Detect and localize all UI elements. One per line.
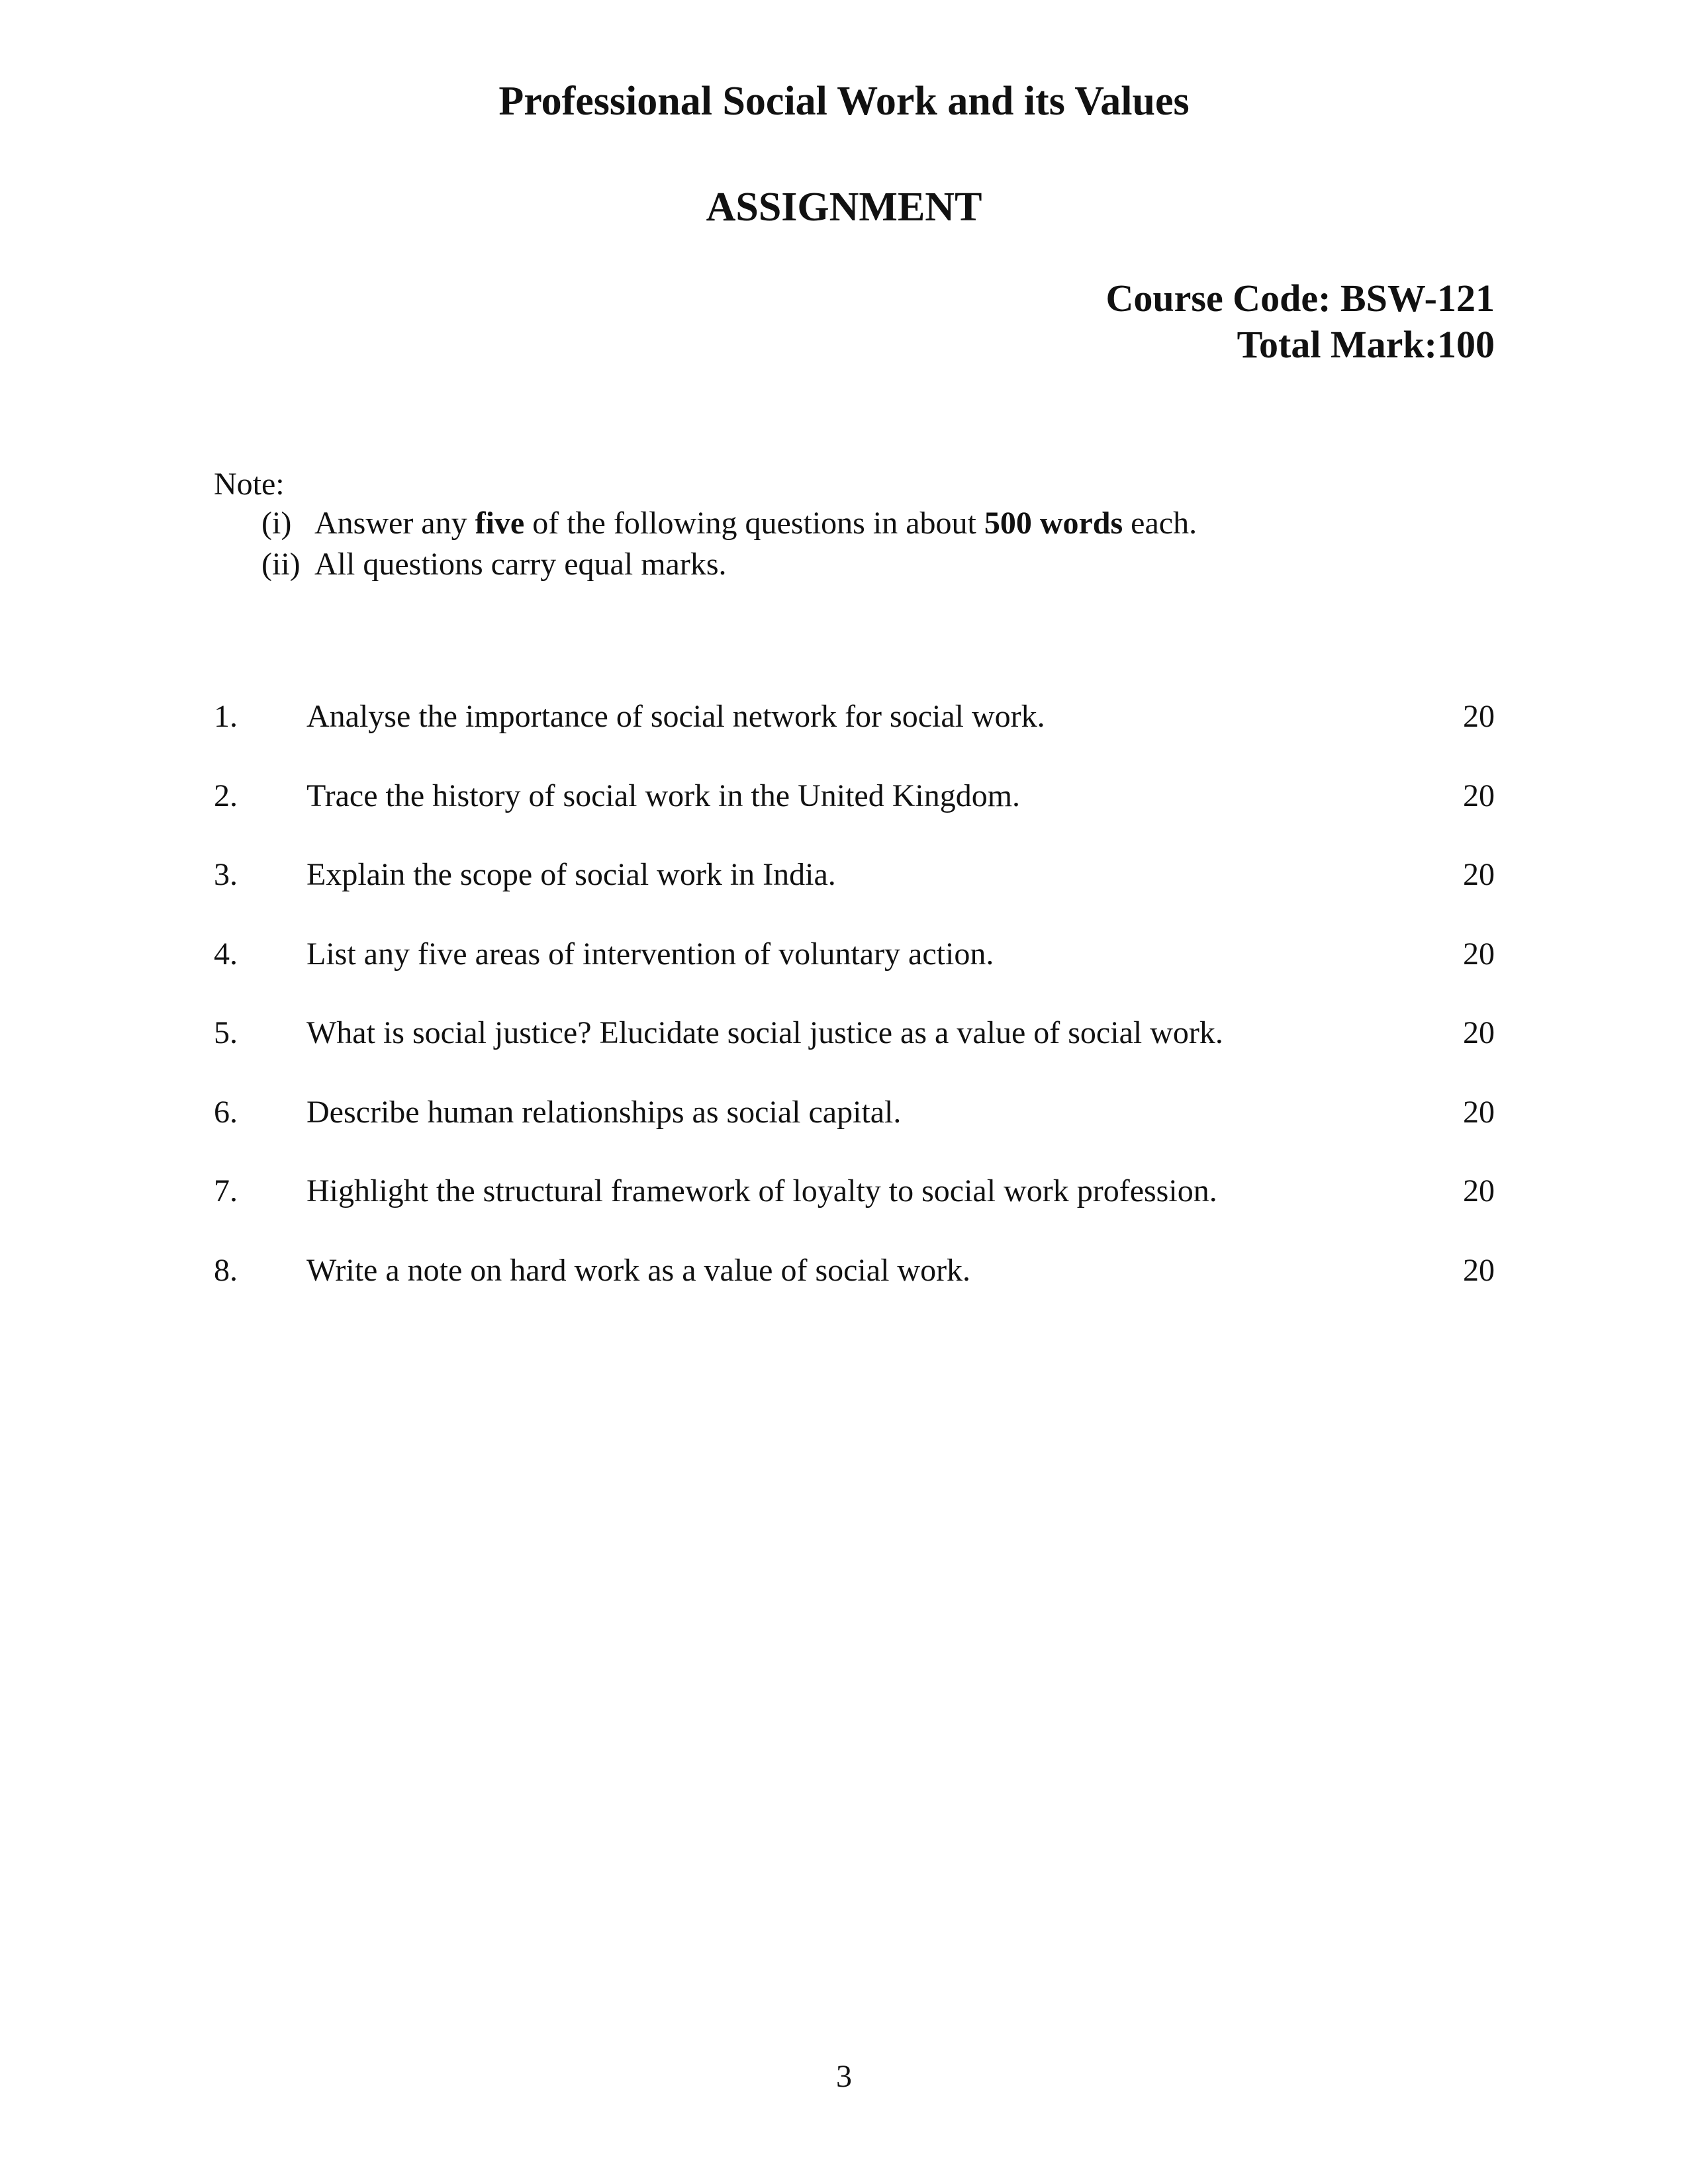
note-emphasis: 500 words (984, 506, 1123, 541)
note-item (261, 544, 1197, 585)
question-number: 4. (214, 936, 238, 972)
assignment-heading: ASSIGNMENT (706, 185, 982, 230)
question-number: 1. (214, 699, 238, 734)
question-number: 5. (214, 1015, 238, 1050)
course-code: Course Code: BSW-121 (1105, 277, 1495, 320)
note-marker: (ii) (261, 547, 301, 582)
question-row (214, 1252, 1495, 1332)
question-marks: 20 (1463, 936, 1495, 972)
total-marks: Total Mark:100 (1237, 323, 1495, 366)
note-text (314, 503, 1197, 544)
question-text: What is social justice? Elucidate social justice as a value of social work. (306, 1015, 1223, 1050)
question-number: 8. (214, 1252, 238, 1288)
question-text: Describe human relationships as social capital. (306, 1094, 902, 1130)
note-list (261, 503, 1197, 585)
question-marks: 20 (1463, 1094, 1495, 1130)
question-text: Write a note on hard work as a value of social work. (306, 1252, 971, 1288)
question-row (214, 1094, 1495, 1173)
note-marker: (i) (261, 506, 292, 541)
page-number: 3 (836, 2059, 852, 2094)
note-text-part: each. (1123, 506, 1197, 541)
question-row (214, 698, 1495, 778)
question-marks: 20 (1463, 699, 1495, 734)
note-emphasis: five (475, 506, 525, 541)
question-text: Highlight the structural framework of loyalty to social work profession. (306, 1173, 1217, 1208)
question-list (214, 698, 1495, 1331)
question-marks: 20 (1463, 1173, 1495, 1208)
note-text-part: of the following questions in about (524, 506, 984, 541)
question-marks: 20 (1463, 1015, 1495, 1050)
note-item (261, 503, 1197, 544)
question-marks: 20 (1463, 1252, 1495, 1288)
question-text: Analyse the importance of social network for social work. (306, 699, 1045, 734)
question-row (214, 936, 1495, 1015)
question-row (214, 856, 1495, 936)
question-text: Trace the history of social work in the United Kingdom. (306, 778, 1021, 813)
page-title: Professional Social Work and its Values (498, 79, 1190, 124)
course-info (1105, 275, 1495, 368)
question-row (214, 1015, 1495, 1094)
note-label: Note: (214, 467, 285, 502)
question-number: 2. (214, 778, 238, 813)
question-marks: 20 (1463, 778, 1495, 813)
question-number: 6. (214, 1094, 238, 1130)
question-text: Explain the scope of social work in India. (306, 857, 836, 892)
question-row (214, 1173, 1495, 1252)
question-number: 3. (214, 857, 238, 892)
note-text-part: Answer any (314, 506, 475, 541)
question-text: List any five areas of intervention of voluntary action. (306, 936, 994, 972)
question-row (214, 778, 1495, 857)
note-text: All questions carry equal marks. (314, 547, 727, 582)
question-number: 7. (214, 1173, 238, 1208)
question-marks: 20 (1463, 857, 1495, 892)
